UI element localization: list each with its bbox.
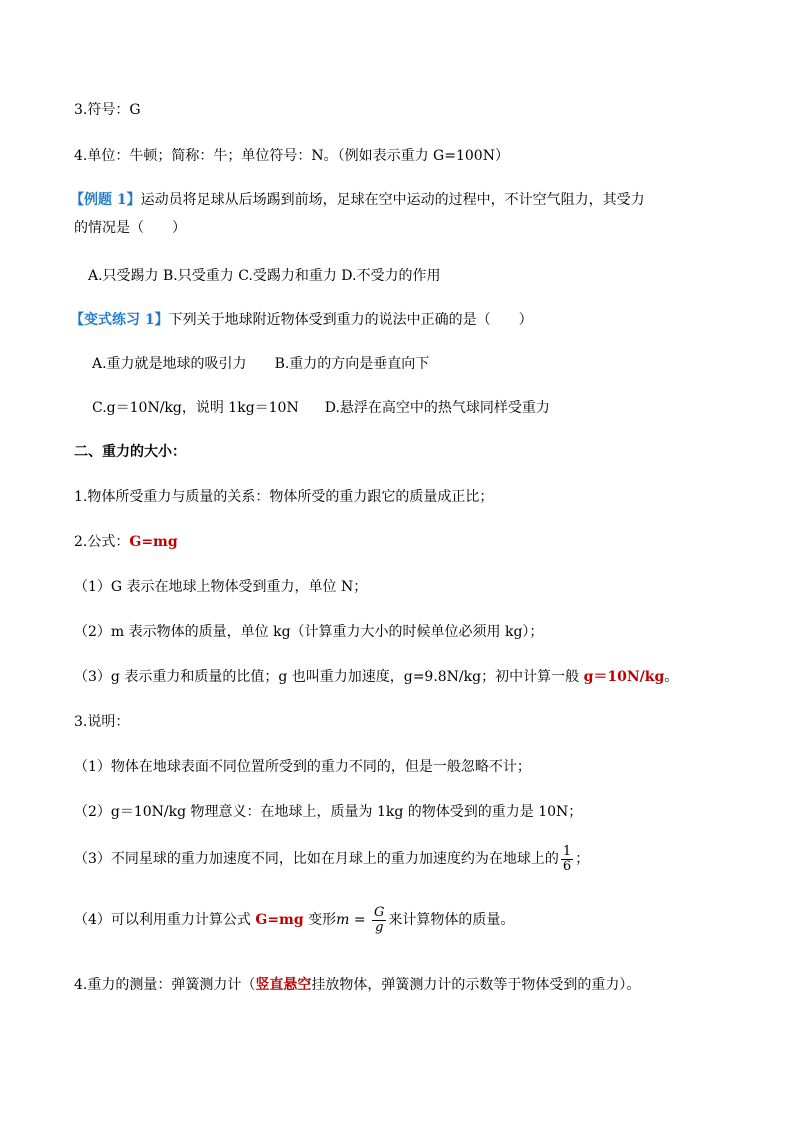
- explain-4-pre: （4）可以利用重力计算公式: [74, 912, 256, 928]
- variant-1-option-c: C.g＝10N/kg，说明 1kg＝10N: [92, 400, 299, 416]
- measure-end: 挂放物体，弹簧测力计的示数等于物体受到的重力）。: [311, 977, 641, 993]
- example-1-line: [70, 190, 645, 210]
- explain-3-text: （3）不同星球的重力加速度不同，比如在月球上的重力加速度约为在地球上的: [74, 851, 559, 867]
- fraction-denominator: 6: [562, 858, 572, 874]
- example-1-options: A.只受踢力 B.只受重力 C.受踢力和重力 D.不受力的作用: [88, 268, 441, 284]
- example-1-tag: 【例题 1】: [70, 192, 141, 208]
- measure-pre: 4.重力的测量：弹簧测力计（: [74, 977, 256, 993]
- variant-1-options-row-1: [92, 354, 429, 374]
- variant-1-tag: 【变式练习 1】: [70, 312, 169, 328]
- formula-label: 2.公式：: [74, 534, 130, 550]
- explain-4-equals: =: [349, 912, 371, 928]
- formula-text: G=mg: [129, 534, 178, 550]
- variant-1-question: 下列关于地球附近物体受到重力的说法中正确的是（ ）: [168, 312, 533, 328]
- unit-line: 4.单位：牛顿；简称：牛；单位符号：N。（例如表示重力 G=100N）: [74, 148, 509, 164]
- variant-1-line: [70, 310, 533, 330]
- variant-1-options-row-2: [92, 398, 550, 418]
- formula-note-3: [74, 667, 678, 687]
- fraction-one-sixth: [561, 845, 573, 874]
- relation-line: 1.物体所受重力与质量的关系：物体所受的重力跟它的质量成正比；: [74, 489, 494, 505]
- explain-label: 3.说明：: [74, 714, 130, 730]
- variant-1-option-b: B.重力的方向是垂直向下: [274, 356, 430, 372]
- explain-3-end: ；: [575, 851, 590, 867]
- variant-1-option-d: D.悬浮在高空中的热气球同样受重力: [324, 400, 550, 416]
- fraction-numerator: G: [374, 904, 385, 920]
- explain-4-formula: G=mg: [255, 912, 304, 928]
- measure-line: [74, 975, 640, 995]
- explain-4-m: m: [336, 912, 350, 928]
- fraction-g-over-g: [372, 906, 386, 935]
- explain-2: （2）g＝10N/kg 物理意义：在地球上，质量为 1kg 的物体受到的重力是 10N；: [74, 804, 583, 820]
- explain-1: （1）物体在地球表面不同位置所受到的重力不同的，但是一般忽略不计；: [74, 759, 531, 775]
- explain-4-end: 来计算物体的质量。: [388, 912, 515, 928]
- measure-emphasis: 竖直悬空: [255, 977, 312, 993]
- example-1-question: 运动员将足球从后场踢到前场，足球在空中运动的过程中，不计空气阻力，其受力: [140, 192, 645, 208]
- example-1-question-cont: 的情况是（ ）: [74, 220, 186, 236]
- formula-line: [74, 532, 178, 552]
- symbol-line: 3.符号：G: [74, 102, 141, 118]
- formula-note-1: （1）G 表示在地球上物体受到重力，单位 N；: [74, 579, 368, 595]
- explain-4: [74, 900, 514, 940]
- fraction-numerator: 1: [562, 843, 572, 859]
- explain-3: [74, 840, 589, 878]
- section-2-title: 二、重力的大小：: [74, 444, 186, 460]
- fraction-denominator: g: [375, 919, 384, 935]
- formula-note-3-end: 。: [664, 669, 679, 685]
- variant-1-option-a: A.重力就是地球的吸引力: [92, 356, 247, 372]
- formula-note-3-emphasis: g＝10N/kg: [583, 669, 665, 685]
- formula-note-2: （2）m 表示物体的质量，单位 kg（计算重力大小的时候单位必须用 kg）；: [74, 624, 544, 640]
- formula-note-3-text: （3）g 表示重力和质量的比值；g 也叫重力加速度，g=9.8N/kg；初中计算一般: [74, 669, 584, 685]
- explain-4-mid: 变形: [303, 912, 337, 928]
